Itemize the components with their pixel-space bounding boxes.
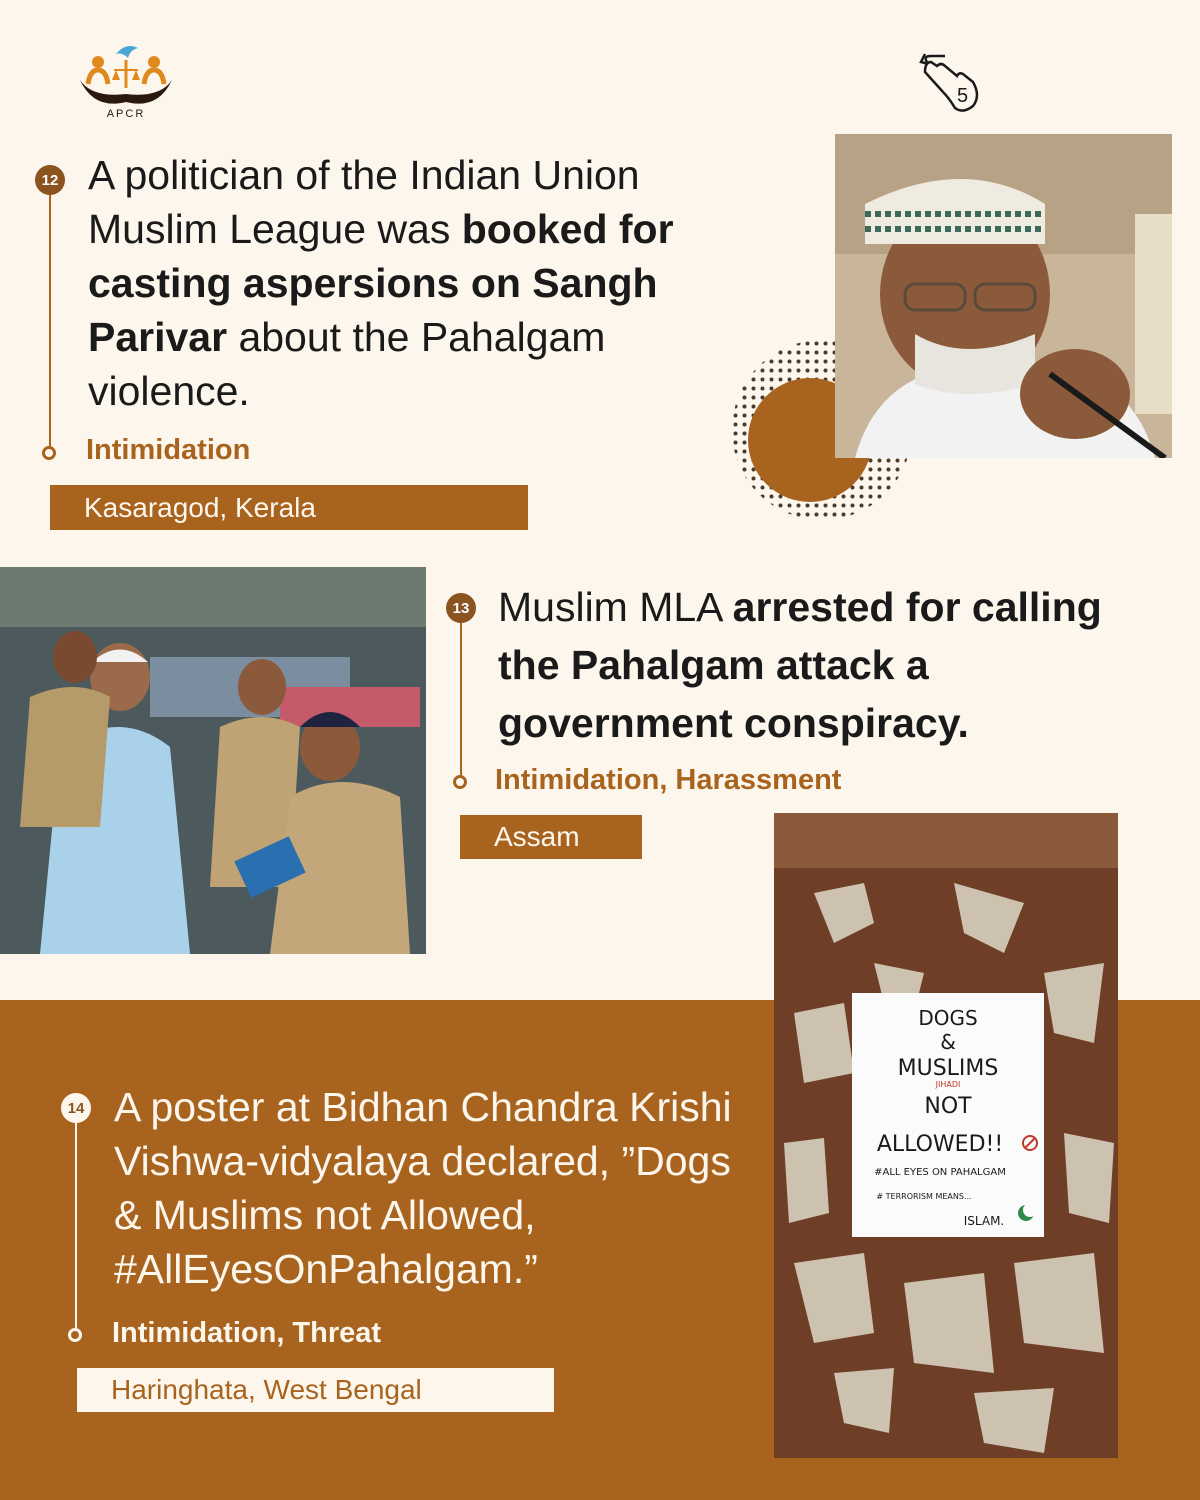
- poster-line-amp: &: [940, 1030, 956, 1054]
- timeline-line-13: [460, 608, 462, 784]
- poster-line-hashtag: #ALL EYES ON PAHALGAM: [874, 1167, 1006, 1178]
- timeline-line-12: [49, 178, 51, 456]
- item-12-text-bold: booked for casting aspersions on Sangh Parivar: [88, 206, 674, 360]
- item-12-text-plain: A politician of the Indian Union Muslim League was: [88, 152, 640, 252]
- logo-text: APCR: [106, 108, 146, 120]
- poster-line-terrorism: # TERRORISM MEANS...: [876, 1192, 972, 1201]
- apcr-logo: [74, 40, 178, 126]
- item-12-text: [88, 148, 738, 418]
- item-13-location: Assam: [460, 815, 642, 859]
- swipe-hand-icon: [915, 52, 985, 122]
- item-13-text-plain: Muslim MLA: [498, 584, 733, 630]
- poster-line-islam: ISLAM.: [963, 1214, 1005, 1228]
- item-13-text-bold: arrested for calling the Pahalgam attack a government conspiracy.: [498, 584, 1102, 746]
- swipe-page-number: 5: [957, 85, 969, 107]
- item-12-category: Intimidation: [86, 434, 251, 466]
- item-number-14: 14: [61, 1093, 91, 1123]
- item-14-location: Haringhata, West Bengal: [77, 1368, 554, 1412]
- apcr-logo-icon: [74, 40, 178, 110]
- poster-photo: [774, 813, 1118, 1458]
- item-number-12: 12: [35, 165, 65, 195]
- item-12-location: Kasaragod, Kerala: [50, 485, 528, 530]
- arrest-photo: [0, 567, 426, 954]
- timeline-node-14: [68, 1328, 82, 1342]
- item-number-13: 13: [446, 593, 476, 623]
- item-13-text: [498, 578, 1158, 752]
- poster-line-not: NOT: [924, 1094, 972, 1119]
- timeline-node-12: [42, 446, 56, 460]
- item-12-text-plain-end: about the Pahalgam violence.: [88, 314, 606, 414]
- item-14-text: A poster at Bidhan Chandra Krishi Vishwa-vidyalaya declared, ”Dogs & Muslims not Allowed, #AllEyesOnPahalgam.”: [114, 1084, 732, 1292]
- poster-line-muslims: MUSLIMS: [897, 1056, 999, 1081]
- timeline-node-13: [453, 775, 467, 789]
- item-13-category: Intimidation, Harassment: [495, 764, 842, 796]
- item-14-category: Intimidation, Threat: [112, 1317, 382, 1349]
- poster-line-allowed: ALLOWED!!: [876, 1132, 1004, 1157]
- politician-speaking-icon: [835, 134, 1172, 458]
- poster-line-jihadi: JIHADI: [935, 1080, 961, 1089]
- timeline-line-14: [75, 1122, 77, 1334]
- poster-line-dogs: DOGS: [918, 1006, 978, 1030]
- politician-photo: [835, 134, 1172, 458]
